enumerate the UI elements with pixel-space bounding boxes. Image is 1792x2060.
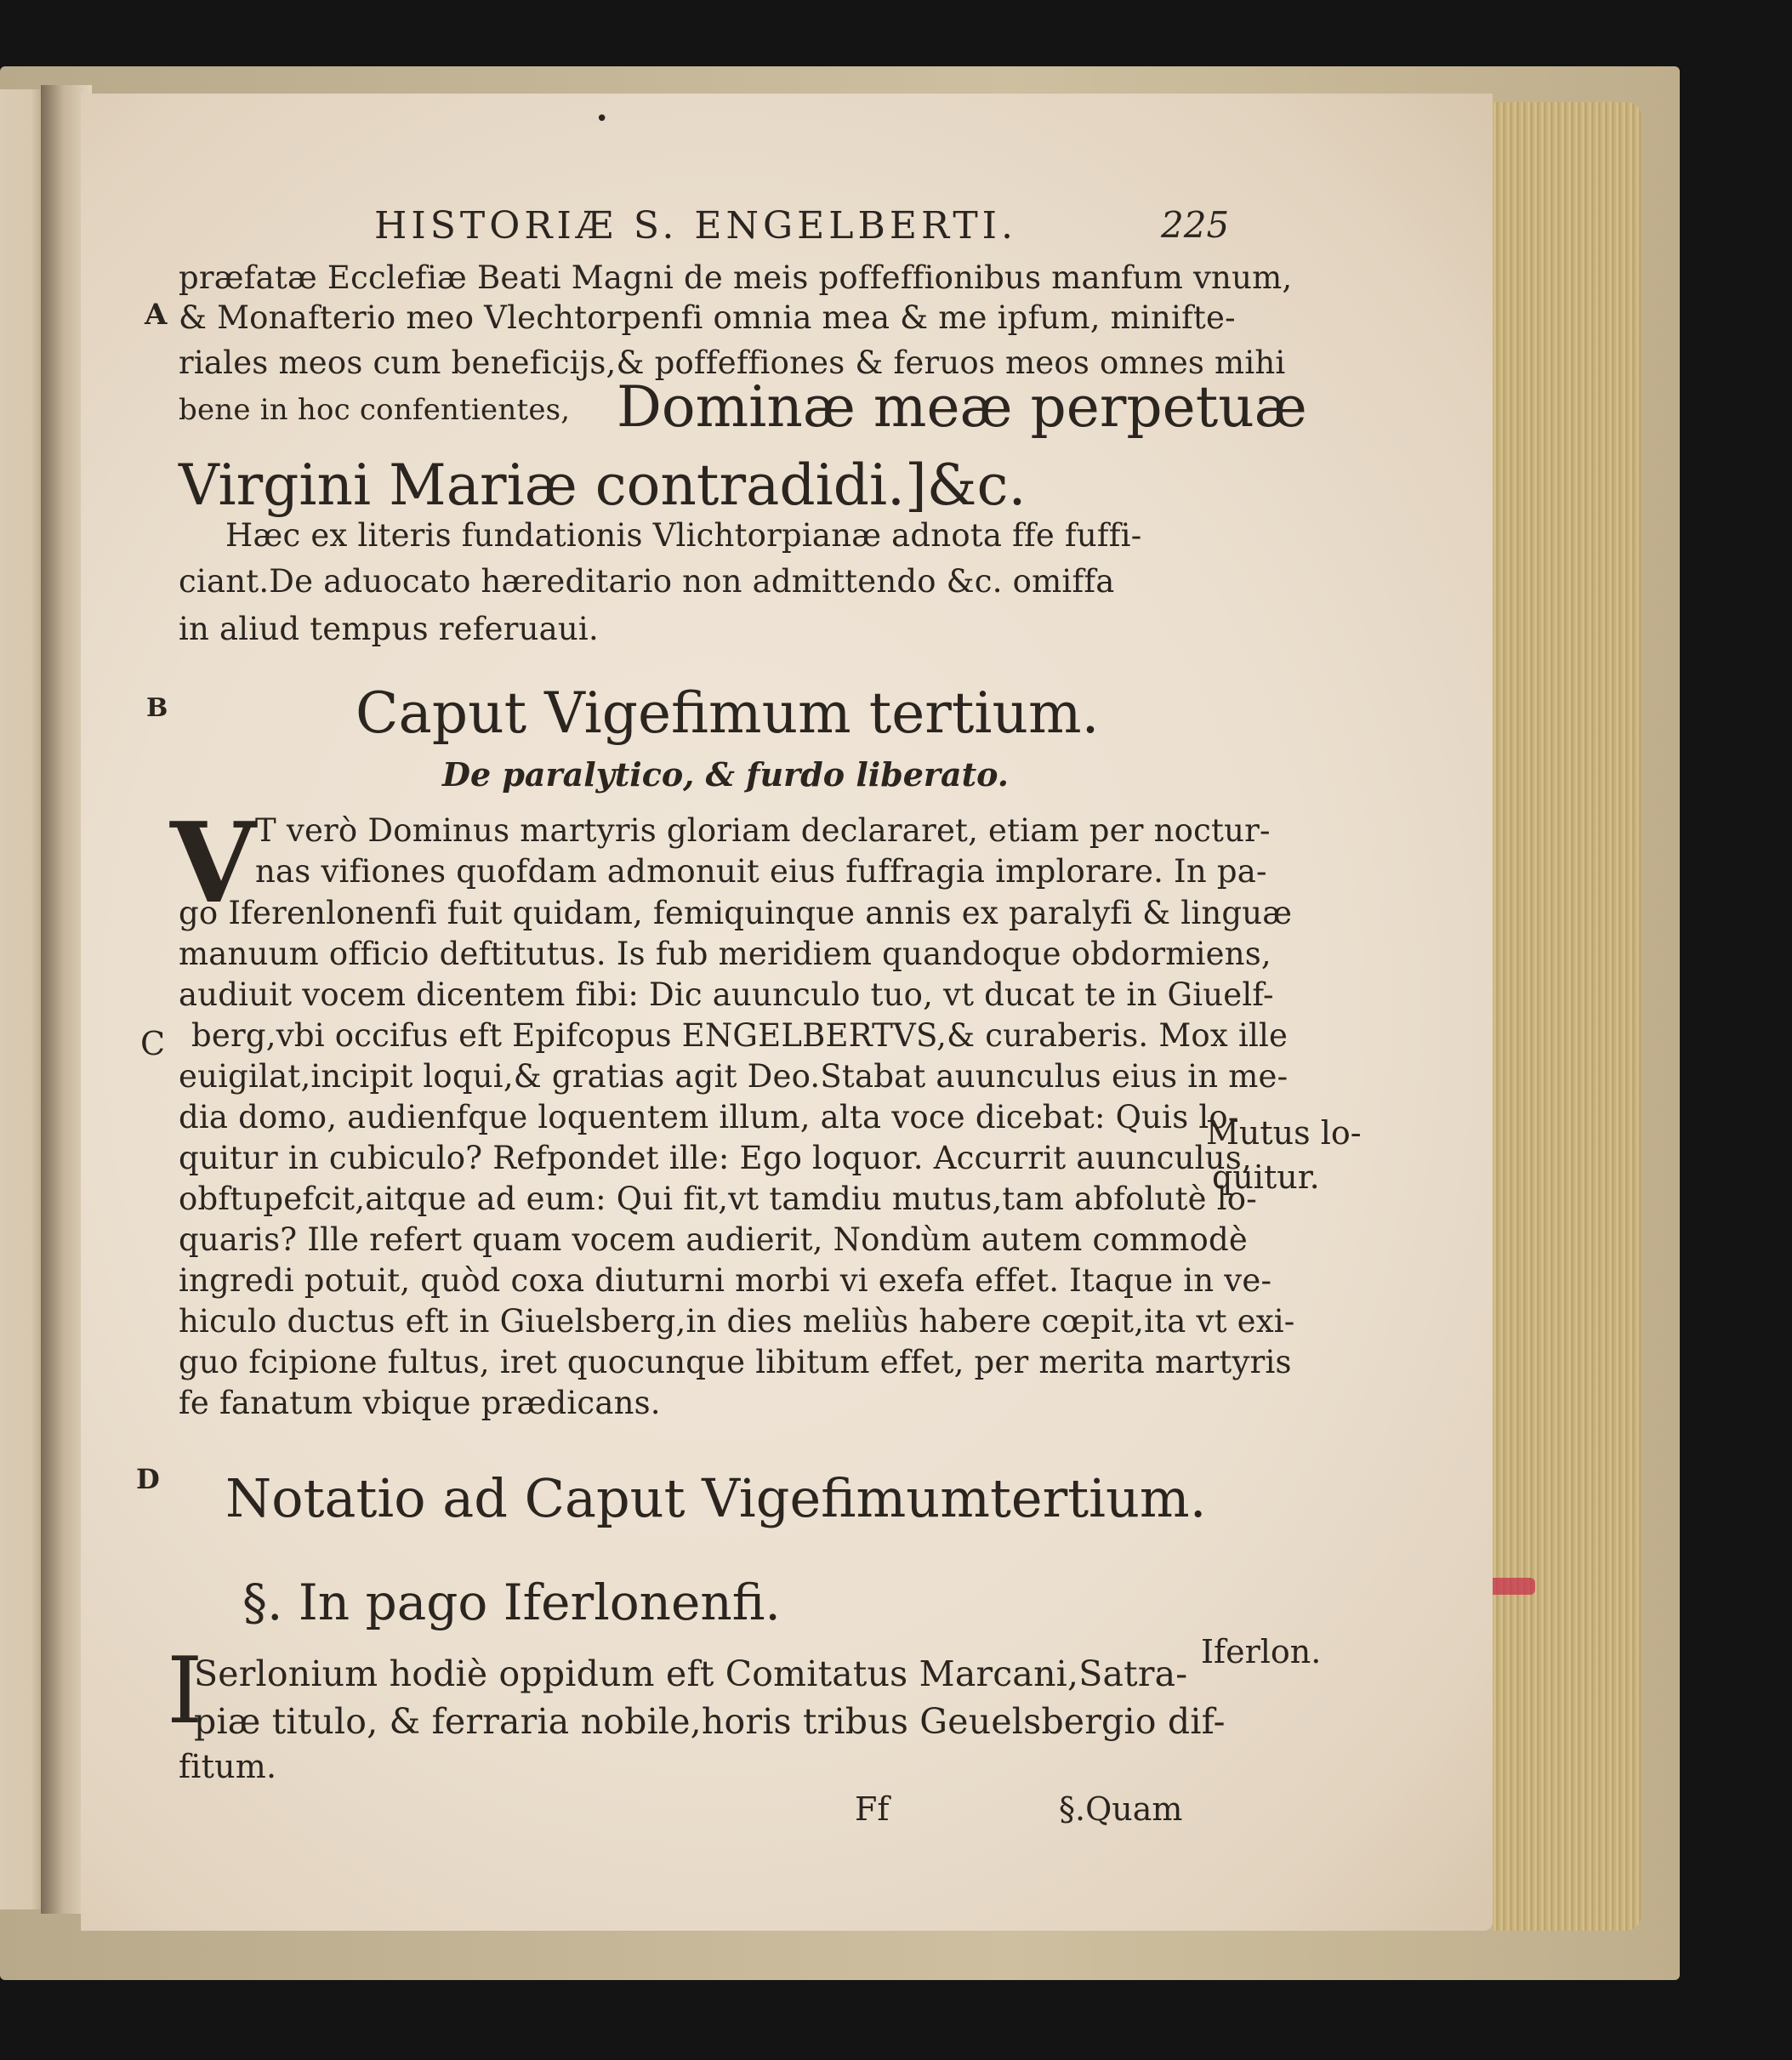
marginal-note-iserlon: Iferlon. [1201, 1633, 1322, 1670]
page-number: 225 [1161, 204, 1230, 246]
text-line: quitur in cubiculo? Refpondet ille: Ego loquor. Accurrit auunculus, [179, 1140, 1252, 1176]
text-line: riales meos cum beneficijs,& poffeffiones & feruos meos omnes mihi [179, 344, 1286, 381]
text-line: in aliud tempus referuaui. [179, 611, 599, 647]
chapter-subtitle: De paralytico, & furdo liberato. [442, 755, 1010, 794]
text-line: præfatæ Ecclefiæ Beati Magni de meis poffeffionibus manfum vnum, [179, 259, 1293, 296]
left-page-edge [0, 89, 44, 1909]
marginal-note-line: quitur. [1212, 1158, 1320, 1196]
drop-cap-i: I [167, 1638, 203, 1744]
text-line: guo fcipione fultus, iret quocunque libitum effet, per merita martyris [179, 1344, 1292, 1380]
running-title: HISTORIÆ S. ENGELBERTI. [374, 204, 1018, 248]
text-line: go Iferenlonenfi fuit quidam, femiquinque annis ex paralyfi & linguæ [179, 895, 1293, 931]
catchword: §.Quam [1059, 1790, 1183, 1828]
text-line: ciant.De aduocato hæreditario non admittendo &c. omiffa [179, 563, 1115, 600]
text-line: obftupefcit,aitque ad eum: Qui fit,vt tamdiu mutus,tam abfolutè lo- [179, 1181, 1257, 1217]
drop-cap-v: V [170, 798, 256, 928]
marginal-note-line: Mutus lo- [1206, 1114, 1362, 1152]
text-line: audiuit vocem dicentem fibi: Dic auunculo tuo, vt ducat te in Giuelf- [179, 976, 1274, 1013]
margin-letter-d: D [136, 1463, 160, 1495]
text-line: piæ titulo, & ferraria nobile,horis tribus Geuelsbergio dif- [194, 1701, 1226, 1742]
large-text-line: Dominæ meæ perpetuæ [617, 374, 1307, 440]
text-line: fitum. [179, 1748, 277, 1785]
text-line: manuum officio deftitutus. Is fub meridiem quandoque obdormiens, [179, 936, 1271, 972]
large-text-line: Virgini Mariæ contradidi.]&c. [179, 452, 1027, 518]
margin-letter-b: B [146, 693, 168, 723]
text-line: Serlonium hodiè oppidum eft Comitatus Marcani,Satra- [194, 1653, 1188, 1694]
ornament-dot: • [595, 106, 609, 132]
text-line: berg,vbi occifus eft Epifcopus ENGELBERTVS,& curaberis. Mox ille [191, 1017, 1289, 1054]
margin-letter-a: A [145, 298, 168, 332]
page-fore-edge [1493, 102, 1641, 1931]
margin-letter-c: C [140, 1025, 166, 1062]
chapter-title: Caput Vigefimum tertium. [356, 680, 1100, 746]
text-line: hiculo ductus eft in Giuelsberg,in dies meliùs habere cœpit,ita vt exi- [179, 1303, 1295, 1340]
text-line-small: bene in hoc confentientes, [179, 393, 571, 427]
signature-mark: Ff [855, 1790, 890, 1828]
text-line: Hæc ex literis fundationis Vlichtorpianæ adnota ffe fuffi- [225, 517, 1142, 554]
text-line: & Monafterio meo Vlechtorpenfi omnia mea & me ipfum, minifte- [179, 299, 1236, 336]
text-line: dia domo, audienfque loquentem illum, alta voce dicebat: Quis lo- [179, 1099, 1239, 1135]
text-line: nas vifiones quofdam admonuit eius fuffragia implorare. In pa- [255, 853, 1267, 890]
section-heading: §. In pago Iferlonenfi. [242, 1573, 781, 1631]
text-line: fe fanatum vbique prædicans. [179, 1385, 661, 1421]
text-line: T verò Dominus martyris gloriam declararet, etiam per noctur- [255, 812, 1271, 849]
text-line: euigilat,incipit loqui,& gratias agit Deo.Stabat auunculus eius in me- [179, 1058, 1289, 1095]
text-line: ingredi potuit, quòd coxa diuturni morbi vi exefa effet. Itaque in ve- [179, 1262, 1272, 1299]
notatio-heading: Notatio ad Caput Vigefimumtertium. [225, 1467, 1207, 1529]
text-line: quaris? Ille refert quam vocem audierit, Nondùm autem commodè [179, 1221, 1248, 1258]
